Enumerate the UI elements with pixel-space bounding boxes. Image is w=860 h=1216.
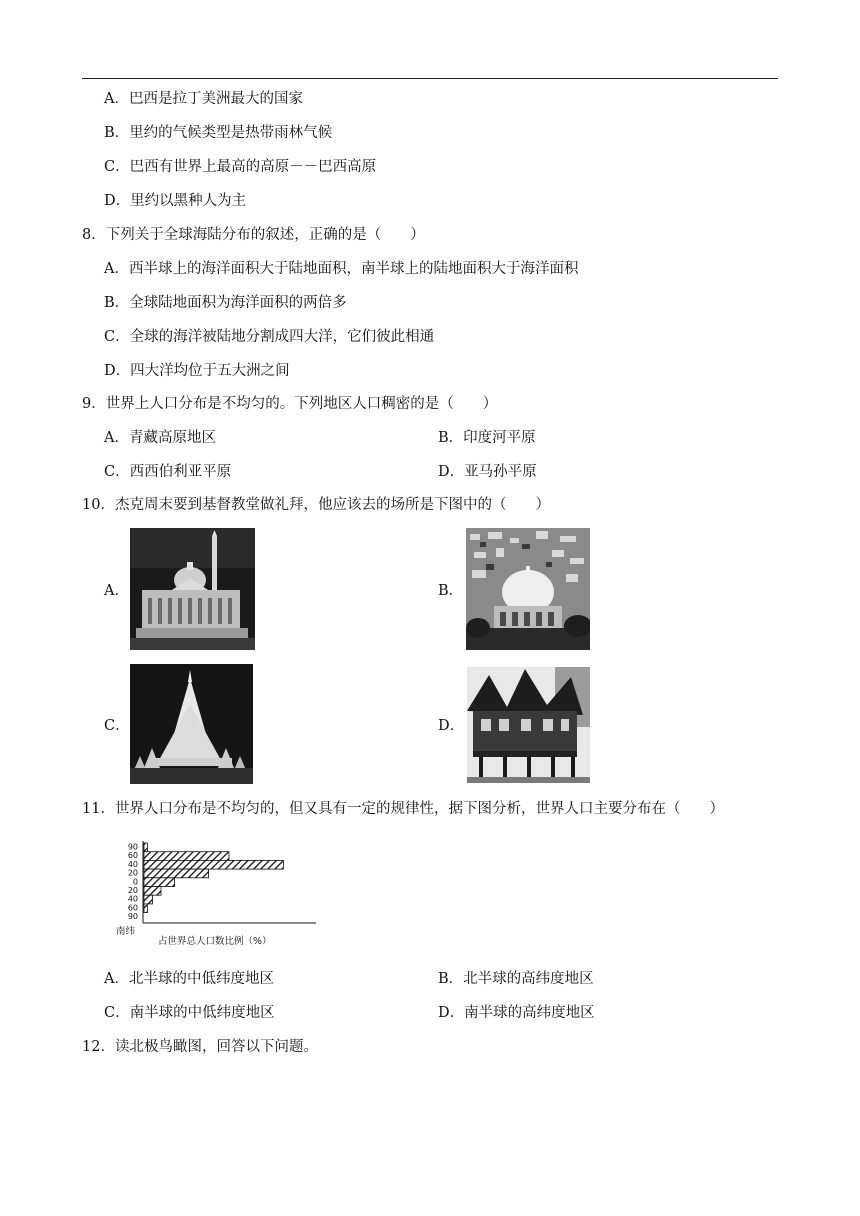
- header-rule: [82, 78, 778, 79]
- q12-stem: 12．读北极鸟瞰图，回答以下问题。: [82, 1039, 318, 1055]
- q10-option-a-label[interactable]: A．: [104, 583, 129, 599]
- chart-tick-label: 0: [132, 877, 138, 887]
- q7-option-c[interactable]: C．巴西有世界上最高的高原－－巴西高原: [104, 159, 377, 175]
- chart-bar: [144, 843, 147, 852]
- q7-option-d[interactable]: D．里约以黑种人为主: [104, 193, 247, 209]
- chart-bar: [144, 860, 283, 869]
- chart-y-label: 南纬: [116, 926, 136, 937]
- q11-option-b[interactable]: B．北半球的高纬度地区: [438, 971, 594, 987]
- pagoda-photo[interactable]: [130, 664, 253, 784]
- chart-tick-label: 90: [127, 842, 138, 852]
- q8-option-a[interactable]: A．西半球上的海洋面积大于陆地面积，南半球上的陆地面积大于海洋面积: [104, 261, 579, 277]
- q11-option-c[interactable]: C．南半球的中低纬度地区: [104, 1005, 275, 1021]
- chart-tick-label: 20: [127, 868, 138, 878]
- chart-tick-label: 90: [127, 912, 138, 922]
- wooden-house-photo[interactable]: [467, 667, 590, 783]
- chart-tick-label: 60: [127, 903, 138, 913]
- q10-stem: 10．杰克周末要到基督教堂做礼拜，他应该去的场所是下图中的（ ）: [82, 497, 550, 513]
- q8-option-c[interactable]: C．全球的海洋被陆地分割成四大洋，它们彼此相通: [104, 329, 435, 345]
- q11-stem: 11．世界人口分布是不均匀的，但又具有一定的规律性，据下图分析，世界人口主要分布在（ ）: [82, 801, 724, 817]
- population-latitude-chart: [110, 835, 325, 955]
- q10-option-b-label[interactable]: B．: [438, 583, 464, 599]
- chart-x-label: 占世界总人口数比例（%）: [158, 936, 272, 947]
- q9-stem: 9．世界上人口分布是不均匀的。下列地区人口稠密的是（ ）: [82, 396, 498, 412]
- q9-option-c[interactable]: C．西西伯利亚平原: [104, 464, 232, 480]
- q8-option-d[interactable]: D．四大洋均位于五大洲之间: [104, 363, 290, 379]
- chart-bar: [144, 904, 147, 913]
- q8-stem: 8．下列关于全球海陆分布的叙述，正确的是（ ）: [82, 227, 425, 243]
- q8-option-b[interactable]: B．全球陆地面积为海洋面积的两倍多: [104, 295, 347, 311]
- chart-bar: [144, 869, 209, 878]
- chart-bar: [144, 878, 175, 887]
- q7-option-b[interactable]: B．里约的气候类型是热带雨林气候: [104, 125, 333, 141]
- chart-tick-label: 60: [127, 851, 138, 861]
- chart-bar: [144, 887, 161, 896]
- chart-bar: [144, 852, 229, 861]
- q11-option-a[interactable]: A．北半球的中低纬度地区: [104, 971, 274, 987]
- q10-option-d-label[interactable]: D．: [438, 718, 465, 734]
- chart-tick-label: 20: [127, 886, 138, 895]
- mosque-photo[interactable]: [466, 528, 590, 650]
- chart-bar: [144, 895, 153, 904]
- q7-option-a[interactable]: A．巴西是拉丁美洲最大的国家: [104, 91, 303, 107]
- q9-option-b[interactable]: B．印度河平原: [438, 430, 536, 446]
- chart-tick-label: 40: [127, 894, 138, 904]
- q9-option-d[interactable]: D．亚马孙平原: [438, 464, 537, 480]
- q9-option-a[interactable]: A．青藏高原地区: [104, 430, 216, 446]
- q10-option-c-label[interactable]: C．: [104, 718, 130, 734]
- q11-option-d[interactable]: D．南半球的高纬度地区: [438, 1005, 595, 1021]
- chart-tick-label: 40: [127, 859, 138, 869]
- basilica-photo[interactable]: [130, 528, 255, 650]
